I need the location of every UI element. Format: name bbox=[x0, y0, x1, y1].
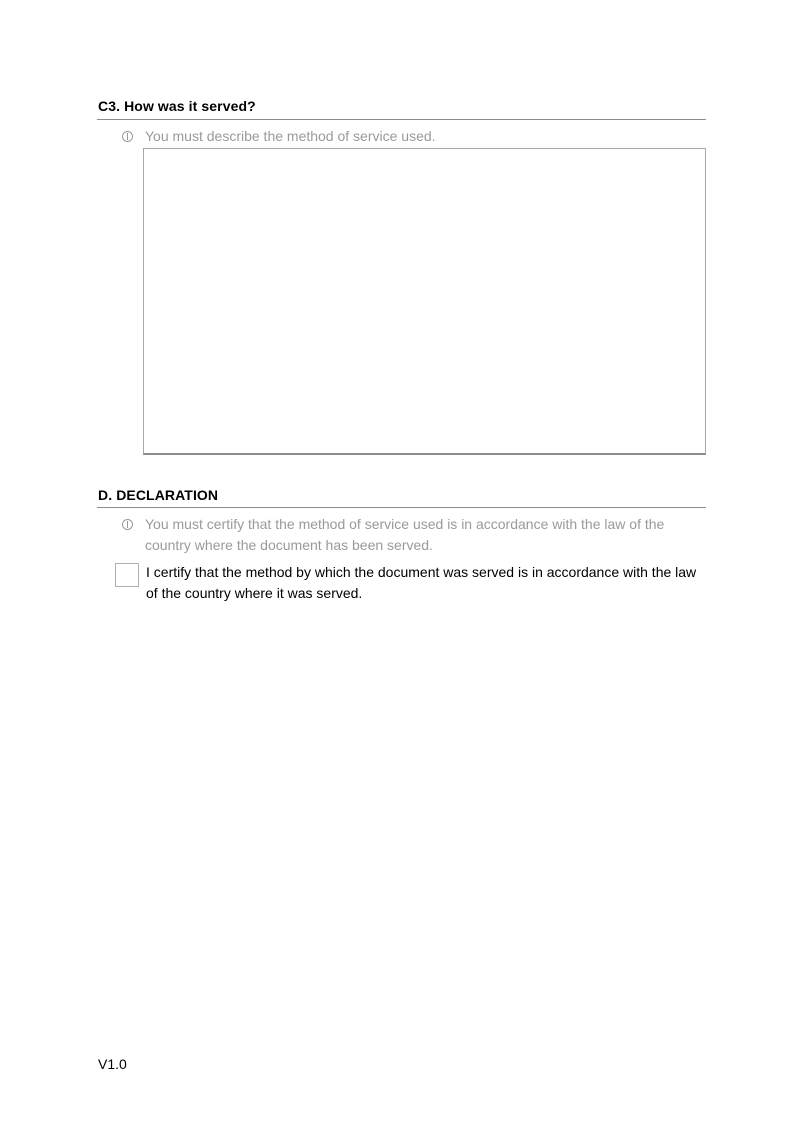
version-label: V1.0 bbox=[98, 1056, 127, 1072]
info-icon bbox=[122, 519, 133, 530]
section-c3-divider bbox=[97, 119, 706, 120]
certify-label: I certify that the method by which the document was served is in accordance with the law of the country where it was served. bbox=[146, 564, 697, 601]
service-method-hint: You must describe the method of service used. bbox=[145, 128, 436, 144]
info-icon bbox=[122, 131, 133, 142]
section-d-divider bbox=[97, 507, 706, 508]
certify-checkbox[interactable] bbox=[115, 563, 139, 587]
section-c3-heading: C3. How was it served? bbox=[98, 98, 256, 114]
service-method-textarea[interactable] bbox=[143, 148, 706, 455]
section-d-heading: D. DECLARATION bbox=[98, 487, 219, 503]
declaration-hint: You must certify that the method of service used is in accordance with the law of the country where the document has been served. bbox=[145, 516, 665, 553]
